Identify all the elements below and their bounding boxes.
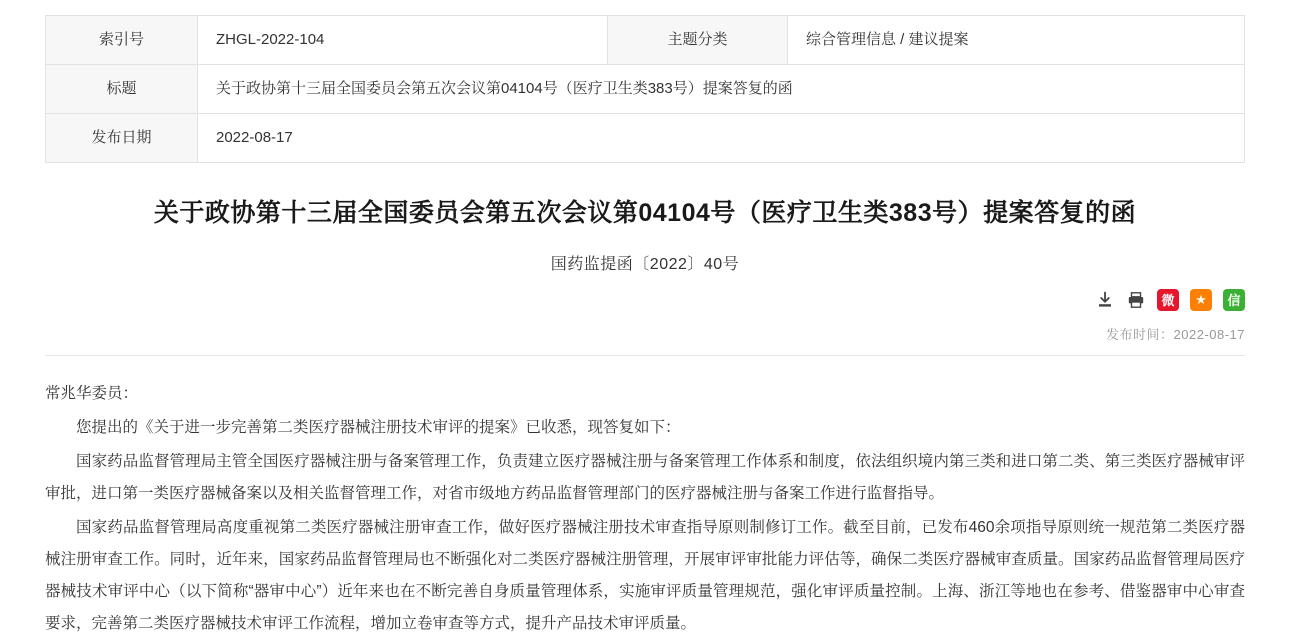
publish-time-label: 发布时间： — [1105, 326, 1174, 342]
table-row — [46, 16, 1245, 65]
metadata-table — [45, 15, 1245, 163]
salutation: 常兆华委员： — [45, 384, 139, 402]
meta-value-category: 综合管理信息 / 建议提案 — [788, 16, 1245, 65]
document-number: 国药监提函〔2022〕40号 — [550, 255, 740, 273]
divider — [45, 355, 1245, 356]
paragraph-3: 国家药品监督管理局高度重视第二类医疗器械注册审查工作，做好医疗器械注册技术审查指导原则制修订工作。截至目前，已发布460余项指导原则统一规范第二类医疗器械注册审查工作。同时，近年来，国家药品监督管理局也不断强化对二类医疗器械注册管理，开展审评审批能力评估等，确保二类医疗器械审查质量。国家药品监督管理局医疗器械技术审评中心（以下简称“器审中心”）近年来也在不断完善自身质量管理体系，实施审评质量管理规范，强化审评质量控制。上海、浙江等地也在参考、借鉴器审中心审查要求，完善第二类医疗器械技术审评工作流程，增加立卷审查等方式，提升产品技术审评质量。 — [45, 518, 1245, 632]
meta-label-category: 主题分类 — [608, 16, 788, 65]
wechat-share-icon[interactable]: 信 — [1223, 289, 1245, 311]
meta-value-date: 2022-08-17 — [198, 114, 1245, 163]
meta-value-index: ZHGL-2022-104 — [198, 16, 608, 65]
weibo-share-icon[interactable]: 微 — [1157, 289, 1179, 311]
table-row — [46, 114, 1245, 163]
paragraph-2: 国家药品监督管理局主管全国医疗器械注册与备案管理工作，负责建立医疗器械注册与备案管理工作体系和制度，依法组织境内第三类和进口第二类、第三类医疗器械审评审批，进口第一类医疗器械备案以及相关监督管理工作，对省市级地方药品监督管理部门的医疗器械注册与备案工作进行监督指导。 — [45, 452, 1245, 502]
document-page — [0, 15, 1290, 632]
document-body — [45, 378, 1245, 640]
toolbar — [45, 288, 1245, 312]
meta-label-index: 索引号 — [46, 16, 198, 65]
favorite-icon[interactable]: ★ — [1190, 289, 1212, 311]
download-icon[interactable] — [1095, 290, 1115, 310]
print-icon[interactable] — [1126, 290, 1146, 310]
meta-label-title: 标题 — [46, 65, 198, 114]
meta-value-title: 关于政协第十三届全国委员会第五次会议第04104号（医疗卫生类383号）提案答复的函 — [198, 65, 1245, 114]
publish-time-value: 2022-08-17 — [1173, 326, 1245, 342]
page-title: 关于政协第十三届全国委员会第五次会议第04104号（医疗卫生类383号）提案答复的函 — [153, 199, 1137, 227]
paragraph-1: 您提出的《关于进一步完善第二类医疗器械注册技术审评的提案》已收悉，现答复如下： — [76, 418, 681, 436]
table-row — [46, 65, 1245, 114]
publish-time — [45, 324, 1245, 343]
meta-label-date: 发布日期 — [46, 114, 198, 163]
